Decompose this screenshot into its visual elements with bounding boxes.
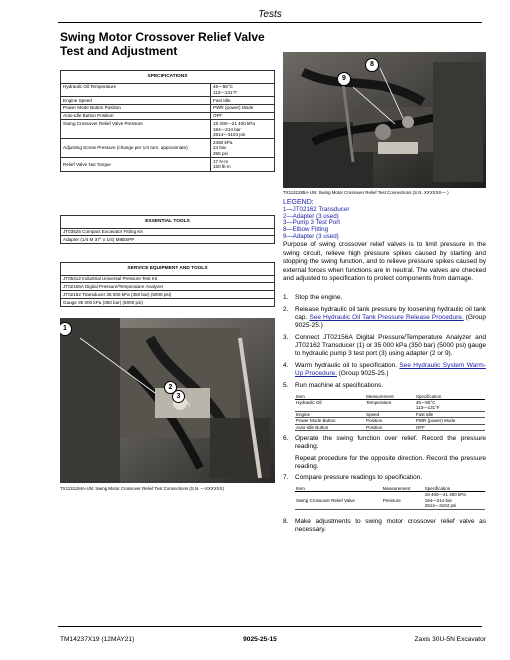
- footer-doc-id: TM14237X19 (12MAY21): [60, 636, 135, 643]
- run-specifications-table: [295, 394, 485, 431]
- spec-label: Adjusting Screw Pressure (change per 1/4 turn, approximate): [61, 139, 211, 158]
- legend-item: 8—Elbow Fitting: [283, 226, 329, 234]
- callout-2: 2: [164, 381, 177, 394]
- spec-value: 17 N·m 150 lb·in: [211, 158, 275, 171]
- page-title: Swing Motor Crossover Relief Valve Test and Adjustment: [60, 30, 265, 58]
- table-cell: Fast Idle: [415, 411, 485, 417]
- column-header: Specification: [415, 394, 485, 400]
- step-group-ref: (Group 9025-25.): [295, 313, 486, 330]
- table-row: [61, 275, 275, 283]
- table-cell: Auto-Idle Button: [295, 424, 365, 430]
- spec-label: Relief Valve Nut Torque: [61, 158, 211, 171]
- legend-item: 1—JT02162 Transducer: [283, 205, 350, 213]
- spec-value: Fast Idle: [211, 96, 275, 104]
- table-cell: Position: [365, 418, 415, 424]
- step-number: 7.: [283, 474, 289, 482]
- spec-value: 2450 kPa 24 bar 355 psi: [211, 139, 275, 158]
- table-row: [61, 96, 275, 104]
- callout-3: 3: [172, 390, 185, 403]
- column-header: Specification: [424, 486, 485, 492]
- footer-page-number: 9025-25-15: [243, 636, 277, 643]
- table-row: [61, 236, 275, 244]
- step-4: [283, 362, 486, 378]
- test-connection-photo-top: [283, 52, 486, 188]
- step-2: [283, 306, 486, 331]
- spec-value: PWR (power) Mode: [211, 104, 275, 112]
- table-row: [295, 492, 485, 509]
- column-header: Item: [295, 486, 382, 492]
- step-text: Run machine at specifications.: [295, 381, 384, 389]
- table-cell: Speed: [365, 411, 415, 417]
- step-text: Release hydraulic oil tank pressure by loosening hydraulic oil tank cap.: [295, 305, 486, 321]
- step-number: 5.: [283, 381, 289, 389]
- table-row: [61, 139, 275, 158]
- table-row: [61, 83, 275, 96]
- purpose-paragraph: Purpose of swing crossover relief valves is to limit pressure in the swing circuit, relieve high pressure spikes caused by starting and stopping the swing function, and to relieve pressure spikes caused by external forces when functions are in neutral. The valves are checked and adjusted to specification to protect components from damage.: [283, 241, 486, 283]
- header-rule: [58, 22, 482, 23]
- specifications-table: [60, 70, 275, 172]
- spec-label: Engine Speed: [61, 96, 211, 104]
- compare-specifications-table: [295, 486, 485, 510]
- table-row: [61, 104, 275, 112]
- step-7: [283, 474, 486, 482]
- callout-1: 1: [60, 322, 72, 336]
- callout-9: 9: [337, 72, 351, 86]
- table-row: [61, 298, 275, 306]
- table-row: [61, 291, 275, 299]
- callout-8: 8: [365, 58, 379, 72]
- footer-machine-model: Zaxis 30U-5N Excavator: [414, 636, 486, 643]
- spec-label: Power Mode Button Position: [61, 104, 211, 112]
- step-number: 2.: [283, 305, 289, 313]
- photo-illustration: [60, 318, 275, 483]
- figure-caption-bottom: TX1131194A-UN: Swing Motor Crossover Relief Test Connections (S.N. —XXXXXX): [60, 486, 224, 491]
- table-row: [61, 283, 275, 291]
- step-text: Warm hydraulic oil to specification.: [295, 361, 398, 369]
- step-number: 8.: [283, 517, 289, 525]
- column-header: Item: [295, 394, 365, 400]
- figure-caption-top: TX1131285A-UN: Swing Motor Crossover Relief Test Connections (S.N. XXXXXX— ): [283, 190, 449, 195]
- step-8: [283, 518, 486, 534]
- table-cell: Engine: [295, 411, 365, 417]
- column-header: Measurement: [365, 394, 415, 400]
- equipment-item: JT02162 Transducer 35 000 kPa (350 bar) (5000 psi): [61, 291, 275, 299]
- warm-up-procedure-link[interactable]: See Hydraulic System Warm-Up Procedure.: [295, 361, 487, 378]
- step-text: Connect JT02156A Digital Pressure/Temperature Analyzer and JT02162 Transducer (1) or 35 000 kPa (350 bar) (5000 psi) gauge to hydraulic pump 3 test port (3) using adapter (2 or 9).: [295, 333, 486, 358]
- table-row: [61, 120, 275, 139]
- column-header: Measurement: [382, 486, 424, 492]
- specifications-heading: SPECIFICATIONS: [61, 71, 275, 84]
- spec-value: OFF: [211, 112, 275, 120]
- table-cell: Position: [365, 424, 415, 430]
- step-text: Compare pressure readings to specification.: [295, 474, 423, 482]
- step-number: 4.: [283, 361, 289, 369]
- table-cell: Hydraulic Oil: [295, 399, 365, 411]
- photo-illustration: [283, 52, 486, 188]
- essential-tools-table: [60, 215, 275, 244]
- step-text: Operate the swing function over relief. Record the pressure reading.: [295, 434, 486, 451]
- tool-item: Adapter (1/4 M 37° x 1/4) M8BSPP: [61, 236, 275, 244]
- spec-label: Hydraulic Oil Temperature: [61, 83, 211, 96]
- table-row: [61, 158, 275, 171]
- tank-pressure-release-link[interactable]: See Hydraulic Oil Tank Pressure Release Procedure.: [309, 313, 464, 321]
- step-6-repeat-note: Repeat procedure for the opposite direction. Record the pressure reading.: [295, 454, 486, 471]
- step-6: [283, 435, 486, 451]
- legend-heading: LEGEND:: [283, 199, 314, 206]
- table-row: [295, 399, 485, 411]
- legend-item: 2—Adapter (3 used): [283, 212, 339, 220]
- table-cell: Pressure: [382, 492, 424, 509]
- table-cell: 45—55°C 113—131°F: [415, 399, 485, 411]
- legend-item: 3—Pump 3 Test Port: [283, 219, 340, 227]
- table-row: [61, 112, 275, 120]
- test-connection-photo-bottom: [60, 318, 275, 483]
- legend-item: 9—Adapter (3 used): [283, 232, 339, 240]
- essential-tools-heading: ESSENTIAL TOOLS: [61, 216, 275, 229]
- step-group-ref: (Group 9025-25.): [338, 370, 389, 378]
- table-row: [61, 228, 275, 236]
- table-cell: OFF: [415, 424, 485, 430]
- service-equipment-heading: SERVICE EQUIPMENT AND TOOLS: [61, 263, 275, 276]
- step-number: 1.: [283, 294, 289, 301]
- table-cell: PWR (power) Mode: [415, 418, 485, 424]
- step-text: Make adjustments to swing motor crossover relief valve as necessary.: [295, 517, 486, 533]
- step-number: 3.: [283, 333, 289, 341]
- procedure-steps: [283, 294, 486, 538]
- table-cell: Power Mode Button: [295, 418, 365, 424]
- equipment-item: JT02156A Digital Pressure/Temperature Analyzer: [61, 283, 275, 291]
- step-3: [283, 334, 486, 359]
- step-text: Stop the engine.: [295, 294, 343, 301]
- table-cell: 19 400—21 400 kPa 194—214 bar 2814—3104 psi: [424, 492, 485, 509]
- service-equipment-table: [60, 262, 275, 307]
- equipment-item: Gauge 35 000 kPa (350 bar) (5000 psi): [61, 298, 275, 306]
- footer-rule: [58, 626, 482, 627]
- table-cell: Swing Crossover Relief Valve: [295, 492, 382, 509]
- step-1: [283, 294, 486, 302]
- spec-value: 19 400—21 400 kPa 194—214 bar 2814—3104 psi: [211, 120, 275, 139]
- table-cell: Temperature: [365, 399, 415, 411]
- legend: [283, 200, 483, 241]
- table-row: [295, 424, 485, 430]
- step-number: 6.: [283, 434, 289, 442]
- spec-label: Swing Crossover Relief Valve Pressure: [61, 120, 211, 139]
- step-5: [283, 382, 486, 390]
- equipment-item: JT05412 Industrial Universal Pressure Test Kit: [61, 275, 275, 283]
- spec-label: Auto-Idle Button Position: [61, 112, 211, 120]
- tool-item: JT03525 Compact Excavator Fitting Kit: [61, 228, 275, 236]
- section-header: Tests: [258, 9, 282, 20]
- spec-value: 45—55°C 113—131°F: [211, 83, 275, 96]
